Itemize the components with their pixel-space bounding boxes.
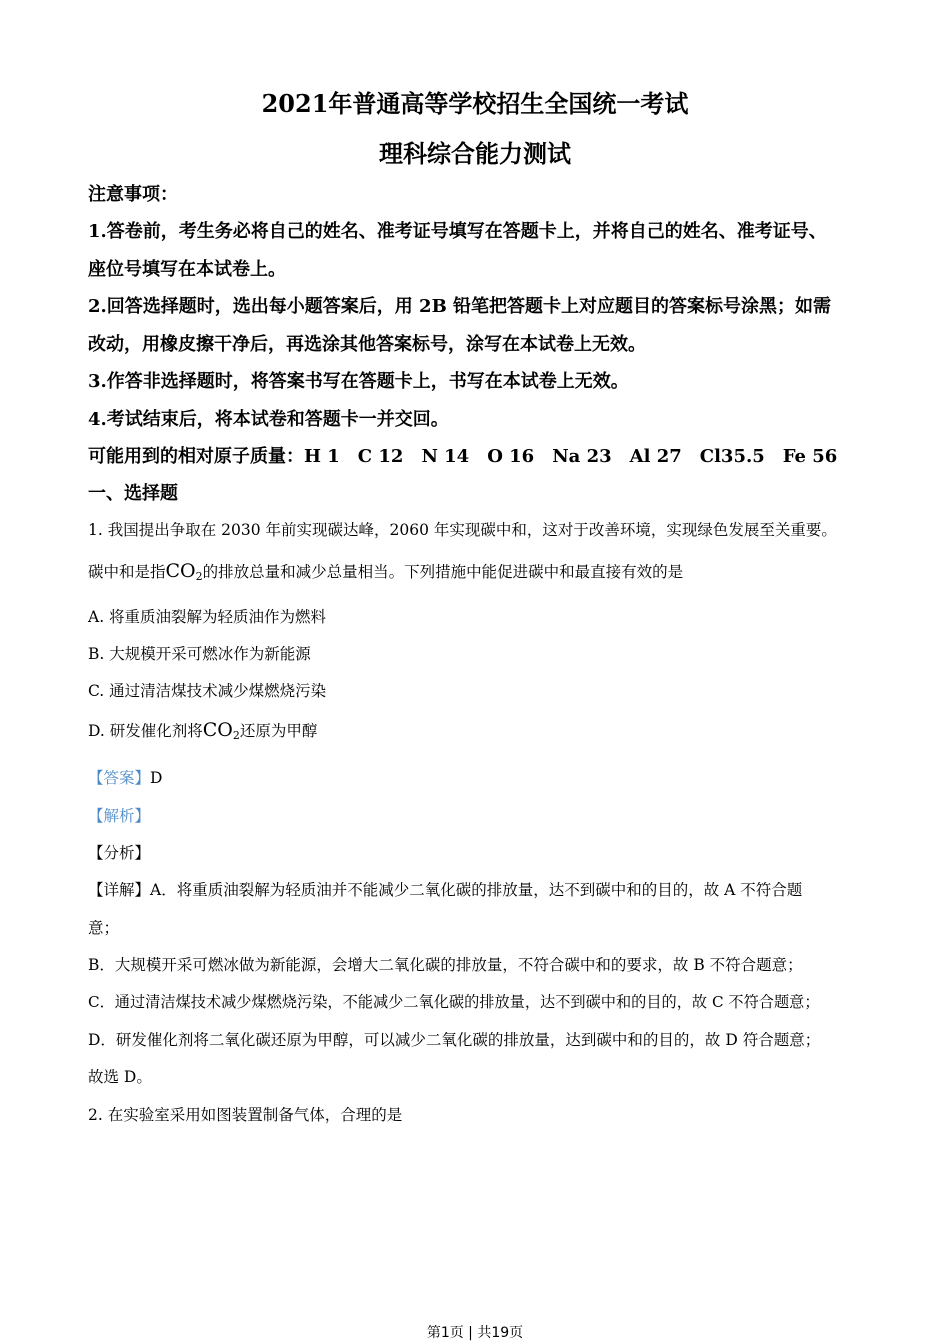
notice-item-4: 4.考试结束后，将本试卷和答题卡一并交回。: [88, 409, 449, 430]
analysis-label: 【解析】: [88, 807, 151, 825]
q1-option-a: A. 将重质油裂解为轻质油作为燃料: [88, 608, 327, 626]
notice-item-3: 3.作答非选择题时，将答案书写在答题卡上，书写在本试卷上无效。: [88, 371, 629, 392]
q1-detail-b: B．大规模开采可燃冰做为新能源，会增大二氧化碳的排放量，不符合碳中和的要求，故 B 不符合题意；: [88, 956, 803, 974]
q1-detail-c: C．通过清洁煤技术减少煤燃烧污染，不能减少二氧化碳的排放量，达不到碳中和的目的，故 C 不符合题意；: [88, 993, 820, 1011]
q1-detail-d: D．研发催化剂将二氧化碳还原为甲醇，可以减少二氧化碳的排放量，达到碳中和的目的，故 D 符合题意；: [88, 1031, 821, 1049]
notice-item-2-line-2: 改动，用橡皮擦干净后，再选涂其他答案标号，涂写在本试卷上无效。: [88, 334, 646, 355]
exam-title: 2021年普通高等学校招生全国统一考试: [261, 89, 689, 118]
answer-label: 【答案】: [88, 769, 151, 787]
q2-stem: 2. 在实验室采用如图装置制备气体，合理的是: [88, 1106, 403, 1124]
co2-formula: $CO_2$: [165, 560, 203, 583]
notice-heading: 注意事项：: [88, 184, 178, 205]
q1-stem-line-1: 1. 我国提出争取在 2030 年前实现碳达峰，2060 年实现碳中和，这对于改善环境，实现绿色发展至关重要。: [88, 521, 837, 539]
fenxi-label: 【分析】: [88, 844, 151, 862]
q1-conclusion: 故选 D。: [88, 1068, 152, 1086]
q1-stem-pre: 碳中和是指: [88, 563, 166, 581]
q1-detail-line-1: 【详解】A．将重质油裂解为轻质油并不能减少二氧化碳的排放量，达不到碳中和的目的，故 A 不符合题: [88, 881, 803, 899]
section-heading: 一、选择题: [88, 483, 178, 504]
q1-answer: [88, 766, 162, 788]
q1-option-b: B. 大规模开采可燃冰作为新能源: [88, 645, 311, 663]
exam-subtitle: 理科综合能力测试: [379, 139, 571, 168]
notice-item-1-line-2: 座位号填写在本试卷上。: [88, 259, 286, 280]
co2-formula: $CO_2$: [202, 719, 240, 742]
page-footer: 第1页 | 共19页: [426, 1325, 524, 1341]
atomic-masses: 可能用到的相对原子质量：H 1 C 12 N 14 O 16 Na 23 Al 27 Cl35.5 Fe 56: [88, 446, 838, 467]
q1-option-c: C. 通过清洁煤技术减少煤燃烧污染: [88, 682, 327, 700]
q1-detail-line-2: 意；: [88, 919, 120, 937]
answer-value: D: [150, 769, 163, 787]
q1-option-d: D. 研发催化剂将$CO_2$还原为甲醇: [88, 719, 318, 742]
notice-item-1-line-1: 1.答卷前，考生务必将自己的姓名、准考证号填写在答题卡上，并将自己的姓名、准考证号、: [88, 221, 827, 242]
notice-item-2-line-1: 2.回答选择题时，选出每小题答案后，用 2B 铅笔把答题卡上对应题目的答案标号涂黑；如需: [88, 296, 832, 317]
q1-stem-line-2: [88, 560, 683, 583]
q1-stem-post: 的排放总量和减少总量相当。下列措施中能促进碳中和最直接有效的是: [202, 563, 684, 581]
